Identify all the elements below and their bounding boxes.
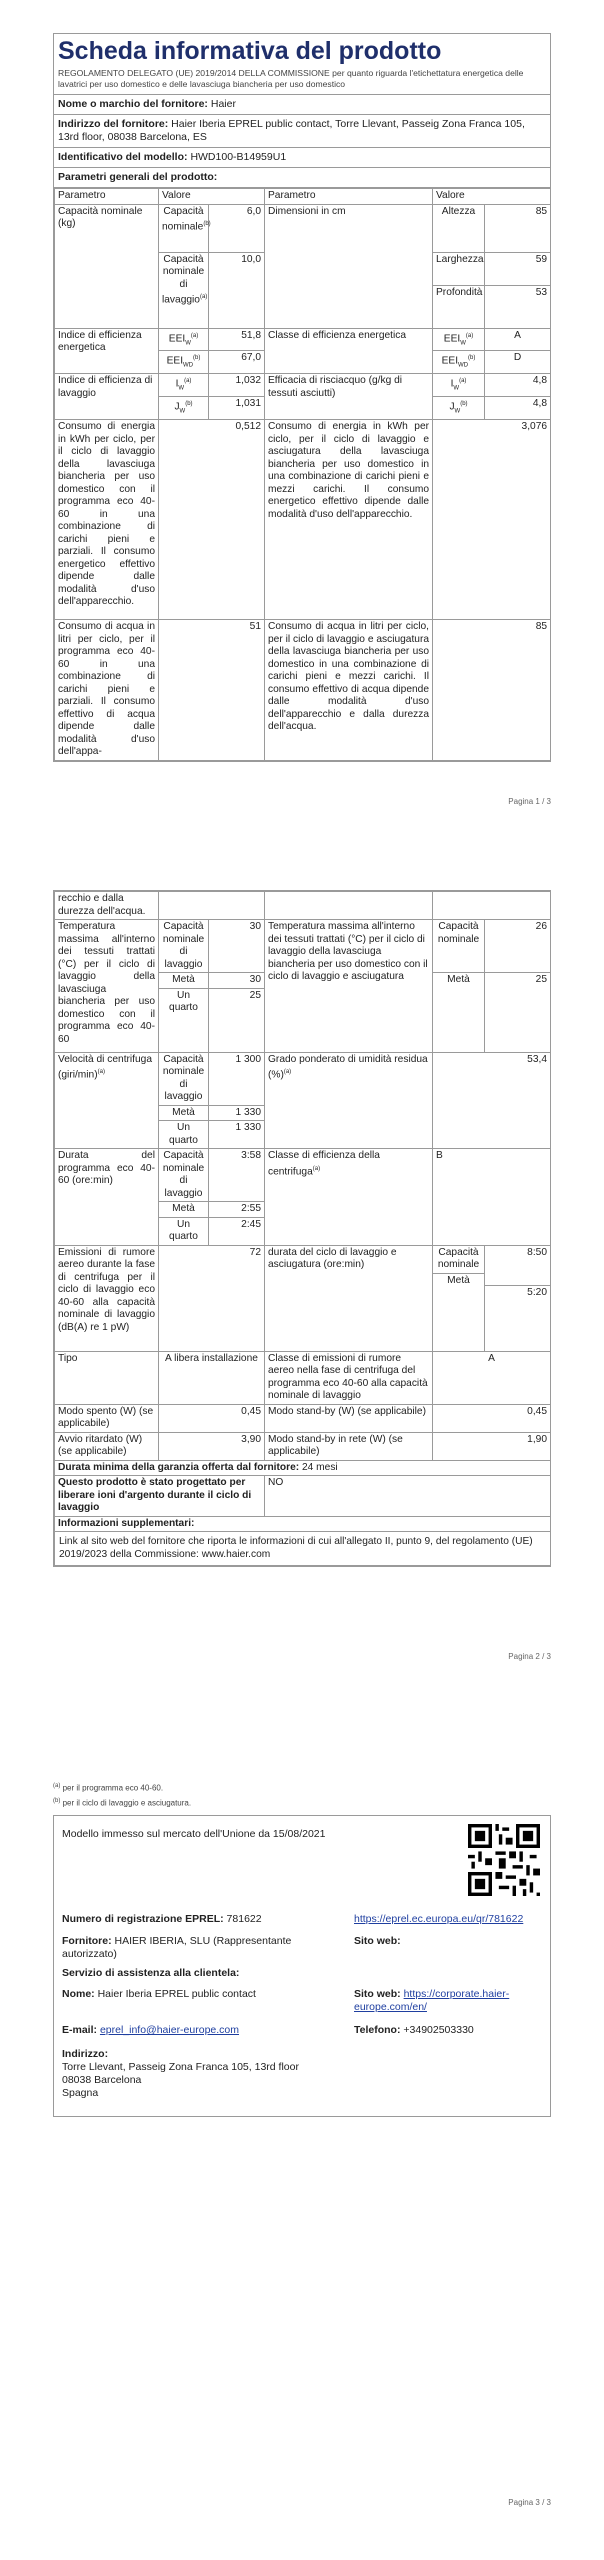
wd-duration-label: durata del ciclo di lavaggio e asciugatura (ore:min): [265, 1245, 433, 1351]
temp-wd-cap-value: 26: [485, 920, 551, 973]
energy-wd-value: 3,076: [433, 420, 551, 620]
temp-half-value: 30: [209, 973, 265, 989]
width-depth-values: [485, 252, 551, 328]
qr-code-icon: [468, 1824, 540, 1896]
standby-value: 0,45: [433, 1404, 551, 1432]
temp-quarter-value: 25: [209, 988, 265, 1052]
cap-wash-label: Capacità nominale$^{(b)}$: [159, 204, 209, 252]
extra-info: Link al sito web del fornitore che riporta le informazioni di cui all'allegato II, punto 9, del regolamento (UE) 2019/2023 della Commissione: www.haier.com: [55, 1532, 551, 1566]
noise-label: Emissioni di rumore aereo durante la fase di centrifuga per il ciclo di lavaggio eco 40-60 alla capacità nominale di lavaggio (dB(A) re 1 pW): [55, 1245, 159, 1351]
eprel-link[interactable]: https://eprel.ec.europa.eu/qr/781622: [354, 1913, 524, 1926]
product-info-sheet-cont: [53, 890, 551, 1567]
capacity-label: Capacità nominale (kg): [55, 204, 159, 328]
temp-quarter-label: Un quarto: [159, 988, 209, 1052]
address-line-1: Torre Llevant, Passeig Zona Franca 105, 13rd floor: [62, 2061, 299, 2074]
supplier-name-label: Nome o marchio del fornitore:: [58, 98, 208, 110]
site-row: Sito web: https://corporate.haier-europe.com/en/: [354, 1988, 510, 2014]
off-label: Modo spento (W) (se applicabile): [55, 1404, 159, 1432]
col-value-header-2: Valore: [433, 189, 551, 205]
silver-label: Questo prodotto è stato progettato per liberare ioni d'argento durante il ciclo di lavaggio: [55, 1476, 265, 1517]
dur-cap-value: 3:58: [209, 1149, 265, 1202]
temp-wd-cap-label: Capacità nominale: [433, 920, 485, 973]
rinse-jw-label: $J_W^{(b)}$: [433, 397, 485, 420]
temp-wd-half-value: 25: [485, 973, 551, 1053]
height-value: 85: [485, 204, 551, 252]
warranty-row: Durata minima della garanzia offerta dal fornitore: 24 mesi: [55, 1460, 551, 1476]
rinse-label: Efficacia di risciacquo (g/kg di tessuti asciutti): [265, 374, 433, 420]
eei-w-value: 51,8: [209, 328, 265, 351]
service-label: Servizio di assistenza alla clientela:: [62, 1967, 240, 1980]
water-wd-value: 85: [433, 620, 551, 761]
eei-class-w: A: [485, 328, 551, 351]
page-3: [53, 1780, 551, 2507]
water-wd-label: Consumo di acqua in litri per ciclo, per il ciclo di lavaggio e asciugatura della lavasciuga biancheria per uso domestico in una combinazione di carichi pieni e mezzi carichi. Il consumo effettivo di acqua dipende dalle modalità d'uso dell'apparecchio e dalla durezza dell'acqua.: [265, 620, 433, 761]
noise-value: 72: [159, 1245, 265, 1351]
address-block: Indirizzo: Torre Llevant, Passeig Zona Franca 105, 13rd floor 08038 Barcelona Spagna: [62, 2048, 299, 2100]
dur-quarter-value: 2:45: [209, 1217, 265, 1245]
water-wash-label: Consumo di acqua in litri per ciclo, per il programma eco 40-60 in una combinazione di carichi pieni e parziali. Il consumo effettivo di acqua dipende dalle modalità d'uso dell'appa-: [55, 620, 159, 761]
netstandby-value: 1,90: [433, 1432, 551, 1460]
noise-class-value: A: [433, 1351, 551, 1404]
col-param-header: Parametro: [55, 189, 159, 205]
moisture-value: 53,4: [433, 1052, 551, 1149]
eei-class-wd-label: $EEI_{WD}^{(b)}$: [433, 351, 485, 374]
rinse-iw-label: $I_W^{(a)}$: [433, 374, 485, 397]
width-label: Larghezza: [433, 253, 484, 286]
delay-value: 3,90: [159, 1432, 265, 1460]
eei-class-wd: D: [485, 351, 551, 374]
silver-value: NO: [265, 1476, 551, 1517]
col-value-header: Valore: [159, 189, 265, 205]
general-params-heading: Parametri generali del prodotto:: [54, 168, 550, 188]
params-table-2: [54, 891, 551, 1566]
spin-label: Velocità di centrifuga (giri/min)$^{(a)}$: [55, 1052, 159, 1149]
warranty-value: 24 mesi: [302, 1461, 338, 1473]
wash-efficiency-label: Indice di efficienza di lavaggio: [55, 374, 159, 420]
wd-dur-cap-value: 8:50: [485, 1246, 550, 1286]
dur-cap-label: Capacità nominale di lavaggio: [159, 1149, 209, 1202]
model-id: HWD100-B14959U1: [190, 151, 287, 163]
supplier-value: HAIER IBERIA, SLU (Rappresentante autorizzato): [62, 1935, 292, 1961]
iw-label: $I_W^{(a)}$: [159, 374, 209, 397]
jw-value: 1,031: [209, 397, 265, 420]
website-label: Sito web:: [354, 1935, 401, 1948]
rinse-iw-value: 4,8: [485, 374, 551, 397]
phone-row: Telefono: +34902503330: [354, 2024, 474, 2037]
water-label-cont: recchio e dalla durezza dell'acqua.: [55, 892, 159, 920]
energy-class-label: Classe di efficienza energetica: [265, 328, 433, 374]
model-label: Identificativo del modello:: [58, 151, 188, 163]
footnote-b: $^{(b)}$ per il ciclo di lavaggio e asciugatura.: [53, 1797, 192, 1808]
dur-half-value: 2:55: [209, 1202, 265, 1218]
depth-label: Profondità: [436, 286, 483, 298]
name-row: Nome: Haier Iberia EPREL public contact: [62, 1988, 256, 2001]
temp-wd-label: Temperatura massima all'interno dei tessuti trattati (°C) per il ciclo di lavaggio della lavasciuga biancheria per uso domestico con il ciclo di lavaggio e asciugatura: [265, 920, 433, 1053]
params-table-1: [54, 188, 551, 761]
jw-label: $J_W^{(b)}$: [159, 397, 209, 420]
dur-half-label: Metà: [159, 1202, 209, 1218]
duration-label: Durata del programma eco 40-60 (ore:min): [55, 1149, 159, 1246]
dur-quarter-label: Un quarto: [159, 1217, 209, 1245]
energy-wash-label: Consumo di energia in kWh per ciclo, per il ciclo di lavaggio della lavasciuga biancheria per uso domestico con il programma eco 40-60 in una combinazione di carichi pieni e parziali. Il consumo energetico effettivo dipende dalle modalità d'uso dell'apparecchio.: [55, 420, 159, 620]
footnote-a: $^{(a)}$ per il programma eco 40-60.: [53, 1783, 164, 1793]
page-2: [53, 890, 551, 1661]
wd-dur-half-label: Metà: [447, 1274, 470, 1286]
delay-label: Avvio ritardato (W) (se applicabile): [55, 1432, 159, 1460]
noise-class-label: Classe di emissioni di rumore aereo nella fase di centrifuga del programma eco 40-60 alla capacità nominale di lavaggio: [265, 1351, 433, 1404]
temp-cap-value: 30: [209, 920, 265, 973]
extra-url: www.haier.com: [201, 1548, 271, 1560]
cap-dry-value: 10,0: [209, 252, 265, 328]
width-value: 59: [485, 253, 550, 286]
wd-dur-cap-label: Capacità nominale: [433, 1246, 484, 1274]
supplier-address-label: Indirizzo del fornitore:: [58, 118, 169, 130]
rinse-jw-value: 4,8: [485, 397, 551, 420]
email-link[interactable]: eprel_info@haier-europe.com: [99, 2024, 240, 2037]
reg-number: 781622: [226, 1913, 262, 1926]
site-link[interactable]: https://corporate.haier-europe.com/en/: [354, 1988, 510, 2014]
supplier-address-row: [54, 115, 550, 148]
supplier-name-row: [54, 95, 550, 115]
spin-half-label: Metà: [159, 1105, 209, 1121]
spin-class-label: Classe di efficienza della centrifuga$^{(a)}$: [265, 1149, 433, 1246]
cap-dry-label: Capacità nominale di lavaggio$^{(a)}$: [159, 252, 209, 328]
model-row: [54, 148, 550, 168]
temp-cap-label: Capacità nominale di lavaggio: [159, 920, 209, 973]
page-1: [53, 33, 551, 806]
width-depth-cell: [433, 252, 485, 328]
temp-half-label: Metà: [159, 973, 209, 989]
address-line-2: 08038 Barcelona: [62, 2074, 142, 2087]
energy-wd-label: Consumo di energia in kWh per ciclo, per il ciclo di lavaggio e asciugatura della lavasciuga biancheria per uso domestico in una combinazione di carichi pieni e mezzi carichi. Il consumo energetico effettivo dipende dalle modalità d'uso dell'apparecchio.: [265, 420, 433, 620]
cap-wash-value: 6,0: [209, 204, 265, 252]
supplier-name: Haier: [210, 98, 236, 110]
eei-class-w-label: $EEI_W^{(a)}$: [433, 328, 485, 351]
spin-half-value: 1 330: [209, 1105, 265, 1121]
type-label: Tipo: [55, 1351, 159, 1404]
depth-value: 53: [535, 286, 548, 298]
wd-duration-labels: [433, 1245, 485, 1351]
wd-dur-half-value: 5:20: [527, 1286, 547, 1298]
phone-value: +34902503330: [403, 2024, 474, 2037]
col-param-header-2: Parametro: [265, 189, 433, 205]
product-info-sheet: [53, 33, 551, 762]
page-number: Pagina 1 / 3: [508, 797, 551, 806]
reg-row: Numero di registrazione EPREL: 781622: [62, 1913, 262, 1926]
dimensions-label: Dimensioni in cm: [265, 204, 433, 328]
iw-value: 1,032: [209, 374, 265, 397]
eei-label: Indice di efficienza energetica: [55, 328, 159, 374]
page-number-3: Pagina 3 / 3: [508, 2498, 551, 2507]
eprel-box: [53, 1815, 551, 2117]
temp-wd-half-label: Metà: [433, 973, 485, 1053]
supplier-row: Fornitore: HAIER IBERIA, SLU (Rappresentante autorizzato): [62, 1935, 292, 1961]
temp-label: Temperatura massima all'interno dei tessuti trattati (°C) per il ciclo di lavaggio della lavasciuga biancheria per uso domestico con il programma eco 40-60: [55, 920, 159, 1053]
spin-cap-label: Capacità nominale di lavaggio: [159, 1052, 209, 1105]
standby-label: Modo stand-by (W) (se applicabile): [265, 1404, 433, 1432]
spin-quarter-value: 1 330: [209, 1121, 265, 1149]
name-value: Haier Iberia EPREL public contact: [97, 1988, 256, 2001]
eei-wd-value: 67,0: [209, 351, 265, 374]
eei-w-label: $EEI_W^{(a)}$: [159, 328, 209, 351]
netstandby-label: Modo stand-by in rete (W) (se applicabile): [265, 1432, 433, 1460]
water-wash-value: 51: [159, 620, 265, 761]
spin-class-value: B: [433, 1149, 551, 1246]
regulation-subtitle: REGOLAMENTO DELEGATO (UE) 2019/2014 DELLA COMMISSIONE per quanto riguarda l'etichettatura energetica delle lavatrici per uso domestico e delle lavasciuga biancheria per uso domestico: [54, 68, 550, 95]
extra-label: Informazioni supplementari:: [55, 1516, 551, 1532]
height-label: Altezza: [433, 204, 485, 252]
address-line-3: Spagna: [62, 2087, 99, 2100]
page-title: Scheda informativa del prodotto: [58, 37, 442, 65]
eei-wd-label: $EEI_{WD}^{(b)}$: [159, 351, 209, 374]
wd-duration-values: [485, 1245, 551, 1351]
page-number-2: Pagina 2 / 3: [508, 1652, 551, 1661]
off-value: 0,45: [159, 1404, 265, 1432]
market-date: Modello immesso sul mercato dell'Unione da 15/08/2021: [62, 1828, 326, 1841]
spin-quarter-label: Un quarto: [159, 1121, 209, 1149]
type-value: A libera installazione: [159, 1351, 265, 1404]
supplier-address: Haier Iberia EPREL public contact, Torre Llevant, Passeig Zona Franca 105, 13rd floor, 08038 Barcelona, ES: [58, 118, 525, 143]
moisture-label: Grado ponderato di umidità residua (%)$^{(a)}$: [265, 1052, 433, 1149]
email-row: E-mail: eprel_info@haier-europe.com: [62, 2024, 240, 2037]
spin-cap-value: 1 300: [209, 1052, 265, 1105]
energy-wash-value: 0,512: [159, 420, 265, 620]
